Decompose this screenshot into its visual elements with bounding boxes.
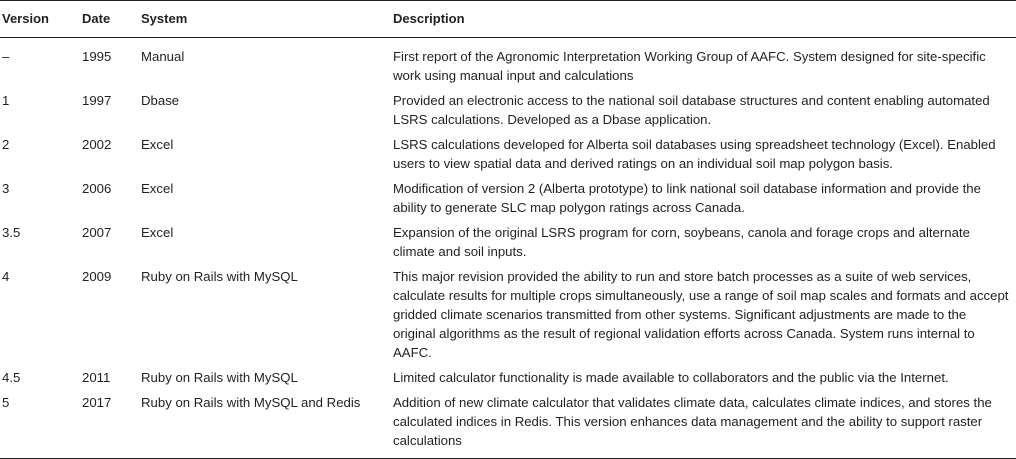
table-row — [0, 38, 1016, 89]
table-row — [0, 176, 1016, 220]
cell-version: 1 — [2, 93, 10, 108]
header-row — [0, 1, 1016, 38]
table-row — [0, 390, 1016, 459]
cell-system: Dbase — [141, 93, 180, 108]
cell-version: 3.5 — [2, 225, 21, 240]
table-row — [0, 220, 1016, 264]
cell-date: 2007 — [82, 225, 112, 240]
table-row — [0, 132, 1016, 176]
cell-system: Excel — [141, 137, 174, 152]
cell-description: Modification of version 2 (Alberta prototype) to link national soil database information and provide the ability to generate SLC map polygon ratings across Canada. — [393, 181, 981, 215]
cell-description: First report of the Agronomic Interpretation Working Group of AAFC. System designed for site-specific work using manual input and calculations — [393, 49, 986, 83]
cell-system: Ruby on Rails with MySQL and Redis — [139, 390, 391, 459]
cell-version: 4.5 — [2, 370, 21, 385]
header-date: Date — [80, 1, 139, 38]
cell-date: 2002 — [82, 137, 112, 152]
cell-date: 1995 — [82, 49, 112, 64]
cell-version: 2 — [2, 137, 10, 152]
header-description: Description — [391, 1, 1016, 38]
cell-description: Addition of new climate calculator that validates climate data, calculates climate indices, and stores the calculated indices in Redis. This version enhances data management and the ability to support raster calculations — [391, 390, 1016, 459]
table-row — [0, 365, 1016, 390]
cell-description: Provided an electronic access to the national soil database structures and content enabling automated LSRS calculations. Developed as a Dbase application. — [393, 93, 990, 127]
cell-date: 2011 — [82, 370, 111, 385]
header-version: Version — [0, 1, 80, 38]
header-system: System — [139, 1, 391, 38]
cell-system: Ruby on Rails with MySQL — [141, 269, 298, 284]
cell-description: Limited calculator functionality is made available to collaborators and the public via the Internet. — [393, 370, 949, 385]
cell-system: Excel — [141, 181, 174, 196]
table-row — [0, 88, 1016, 132]
cell-date: 1997 — [82, 93, 112, 108]
cell-version: 3 — [2, 181, 10, 196]
cell-date: 2009 — [82, 269, 112, 284]
table-row — [0, 264, 1016, 365]
cell-description: Expansion of the original LSRS program for corn, soybeans, canola and forage crops and alternate climate and soil inputs. — [393, 225, 970, 259]
cell-version: 4 — [2, 269, 10, 284]
cell-system: Ruby on Rails with MySQL — [141, 370, 298, 385]
cell-description: LSRS calculations developed for Alberta soil databases using spreadsheet technology (Excel). Enabled users to view spatial data and derived ratings on an individual soil map polygon basis. — [393, 137, 996, 171]
cell-date: 2017 — [80, 390, 139, 459]
cell-system: Excel — [141, 225, 174, 240]
cell-system: Manual — [141, 49, 185, 64]
cell-description: This major revision provided the ability to run and store batch processes as a suite of web services, calculate results for multiple crops simultaneously, use a range of soil map scales and formats and accept gridded climate scenarios transmitted from other systems. Significant adjustments are made to the original algorithms as the result of regional validation efforts across Canada. System runs internal to AAFC. — [393, 269, 1009, 360]
cell-version: 5 — [0, 390, 80, 459]
cell-version: – — [2, 49, 10, 64]
cell-date: 2006 — [82, 181, 112, 196]
